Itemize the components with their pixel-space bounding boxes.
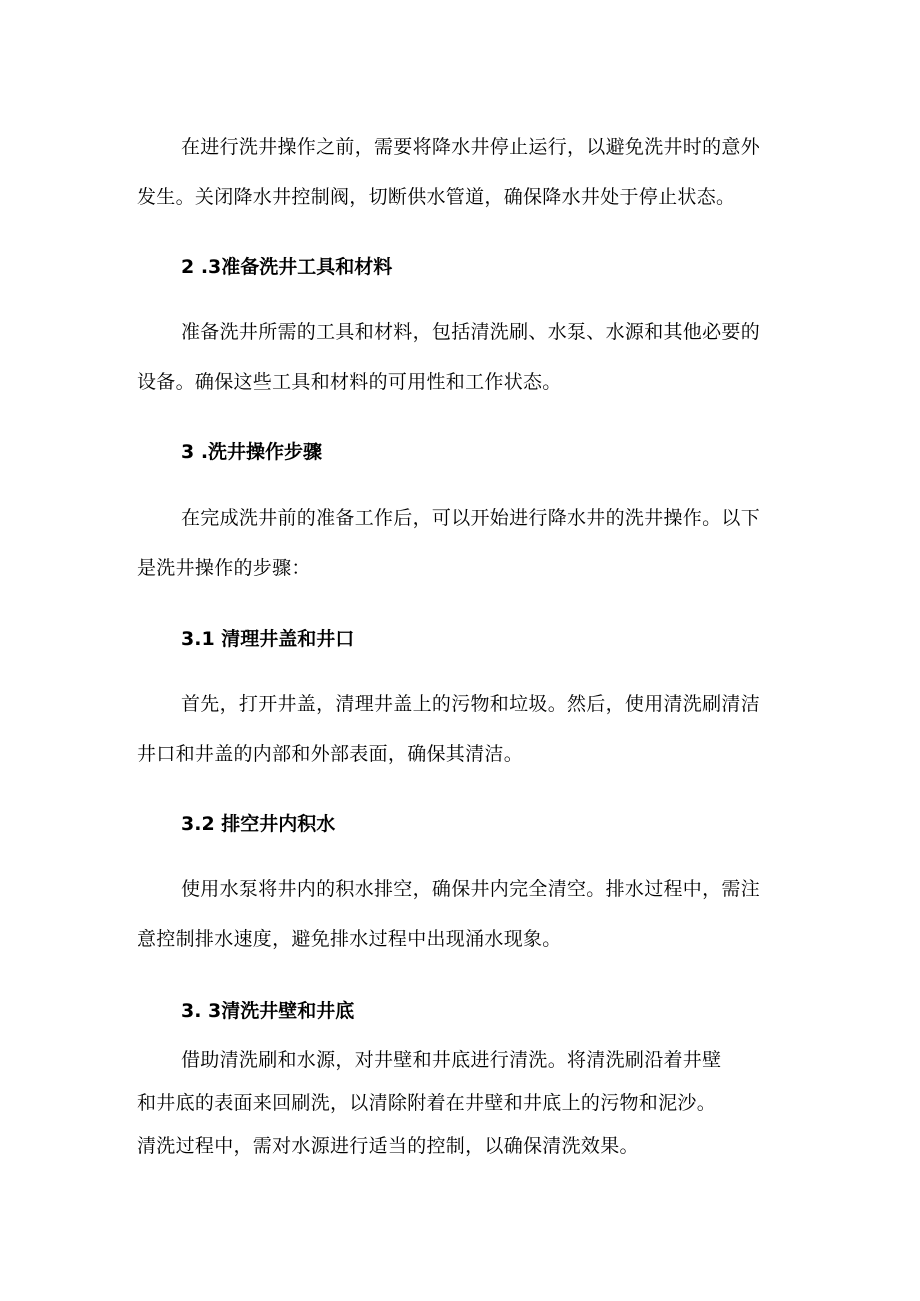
paragraph-start-cleaning — [137, 493, 787, 593]
heading-2-3: 2 .3准备洗井工具和材料 — [181, 256, 393, 278]
paragraph-stop-well — [137, 122, 787, 222]
paragraph-line: 是洗井操作的步骤： — [137, 557, 311, 579]
paragraph-clean-cover — [137, 679, 787, 779]
paragraph-line: 准备洗井所需的工具和材料，包括清洗刷、水泵、水源和其他必要的 — [181, 321, 761, 343]
heading-3-2: 3.2 排空井内积水 — [181, 813, 336, 835]
paragraph-line: 发生。关闭降水井控制阀，切断供水管道，确保降水井处于停止状态。 — [137, 186, 736, 208]
paragraph-line: 和井底的表面来回刷洗，以清除附着在井壁和井底上的污物和泥沙。 — [137, 1092, 717, 1114]
heading-3-1: 3.1 清理井盖和井口 — [181, 628, 355, 650]
paragraph-drain-water — [137, 864, 787, 964]
paragraph-line: 首先，打开井盖，清理井盖上的污物和垃圾。然后，使用清洗刷清洁 — [181, 693, 761, 715]
paragraph-line: 清洗过程中，需对水源进行适当的控制，以确保清洗效果。 — [137, 1135, 639, 1157]
paragraph-line: 在完成洗井前的准备工作后，可以开始进行降水井的洗井操作。以下 — [181, 507, 761, 529]
paragraph-line: 在进行洗井操作之前，需要将降水井停止运行，以避免洗井时的意外 — [181, 136, 761, 158]
paragraph-line: 使用水泵将井内的积水排空，确保井内完全清空。排水过程中，需注 — [181, 878, 761, 900]
paragraph-clean-walls — [137, 1039, 787, 1168]
paragraph-line: 设备。确保这些工具和材料的可用性和工作状态。 — [137, 371, 562, 393]
paragraph-line: 意控制排水速度，避免排水过程中出现涌水现象。 — [137, 928, 562, 950]
paragraph-line: 井口和井盖的内部和外部表面，确保其清洁。 — [137, 743, 524, 765]
paragraph-prepare-tools — [137, 307, 787, 407]
heading-3-3: 3. 3清洗井壁和井底 — [181, 1000, 355, 1022]
paragraph-line: 借助清洗刷和水源，对井壁和井底进行清洗。将清洗刷沿着井壁 — [181, 1049, 722, 1071]
heading-3: 3 .洗井操作步骤 — [181, 441, 323, 463]
